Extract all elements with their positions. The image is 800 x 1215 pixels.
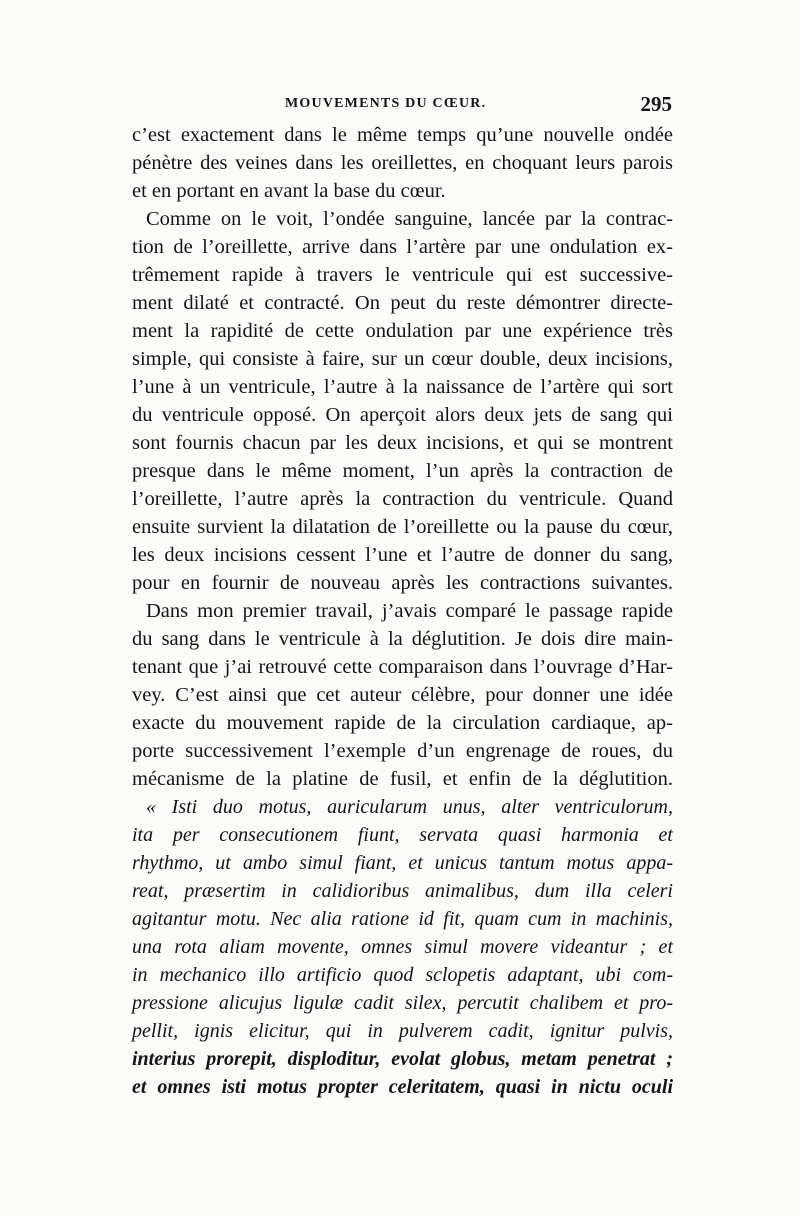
text-line: tenant que j’ai retrouvé cette comparaison dans l’ouvrage d’Har- <box>132 656 673 678</box>
text-line: Dans mon premier travail, j’avais comparé le passage rapide <box>146 600 673 622</box>
text-line: trêmement rapide à travers le ventricule qui est successive- <box>132 264 673 286</box>
text-line: tion de l’oreillette, arrive dans l’artère par une ondulation ex- <box>132 236 673 258</box>
text-line: pour en fournir de nouveau après les contractions suivantes. <box>132 572 673 594</box>
text-line: l’oreillette, l’autre après la contraction du ventricule. Quand <box>132 488 673 510</box>
text-line: c’est exactement dans le même temps qu’une nouvelle ondée <box>132 124 673 146</box>
text-line: ensuite survient la dilatation de l’oreillette ou la pause du cœur, <box>132 516 673 538</box>
text-line: ment dilaté et contracté. On peut du reste démontrer directe- <box>132 292 673 314</box>
latin-quote-line: ita per consecutionem fiunt, servata quasi harmonia et <box>132 824 673 846</box>
text-line: presque dans le même moment, l’un après la contraction de <box>132 460 673 482</box>
latin-quote-line: una rota aliam movente, omnes simul movere videantur ; et <box>132 936 673 958</box>
latin-quote-line: pellit, ignis elicitur, qui in pulverem cadit, ignitur pulvis, <box>132 1020 673 1042</box>
latin-quote-line: « Isti duo motus, auricularum unus, alter ventriculorum, <box>146 796 673 818</box>
text-line: vey. C’est ainsi que cet auteur célèbre, pour donner une idée <box>132 684 673 706</box>
latin-quote-line: interius prorepit, disploditur, evolat globus, metam penetrat ; <box>132 1048 673 1070</box>
latin-quote-line: reat, præsertim in calidioribus animalibus, dum illa celeri <box>132 880 673 902</box>
text-line: du sang dans le ventricule à la déglutition. Je dois dire main- <box>132 628 673 650</box>
body-text <box>132 121 673 1101</box>
latin-quote-line: in mechanico illo artificio quod sclopetis adaptant, ubi com- <box>132 964 673 986</box>
text-line: simple, qui consiste à faire, sur un cœur double, deux incisions, <box>132 348 673 370</box>
latin-quote-line: pressione alicujus ligulæ cadit silex, percutit chalibem et pro- <box>132 992 673 1014</box>
latin-quote-line: agitantur motu. Nec alia ratione id fit, quam cum in machinis, <box>132 908 673 930</box>
page-number: 295 <box>640 92 672 116</box>
text-line: l’une à un ventricule, l’autre à la naissance de l’artère qui sort <box>132 376 673 398</box>
latin-quote-line: rhythmo, ut ambo simul fiant, et unicus tantum motus appa- <box>132 852 673 874</box>
text-line: les deux incisions cessent l’une et l’autre de donner du sang, <box>132 544 673 566</box>
text-line: pénètre des veines dans les oreillettes, en choquant leurs parois <box>132 152 673 174</box>
running-title: MOUVEMENTS DU CŒUR. <box>285 96 487 111</box>
text-line: ment la rapidité de cette ondulation par une expérience très <box>132 320 673 342</box>
text-line: sont fournis chacun par les deux incisions, et qui se montrent <box>132 432 673 454</box>
text-line: Comme on le voit, l’ondée sanguine, lancée par la contrac- <box>146 208 673 230</box>
text-line: mécanisme de la platine de fusil, et enfin de la déglutition. <box>132 768 673 790</box>
text-line: du ventricule opposé. On aperçoit alors deux jets de sang qui <box>132 404 673 426</box>
page-header <box>132 92 672 120</box>
text-line: porte successivement l’exemple d’un engrenage de roues, du <box>132 740 673 762</box>
latin-quote-line: et omnes isti motus propter celeritatem, quasi in nictu oculi <box>132 1076 673 1098</box>
text-line: et en portant en avant la base du cœur. <box>132 180 446 202</box>
text-line: exacte du mouvement rapide de la circulation cardiaque, ap- <box>132 712 673 734</box>
